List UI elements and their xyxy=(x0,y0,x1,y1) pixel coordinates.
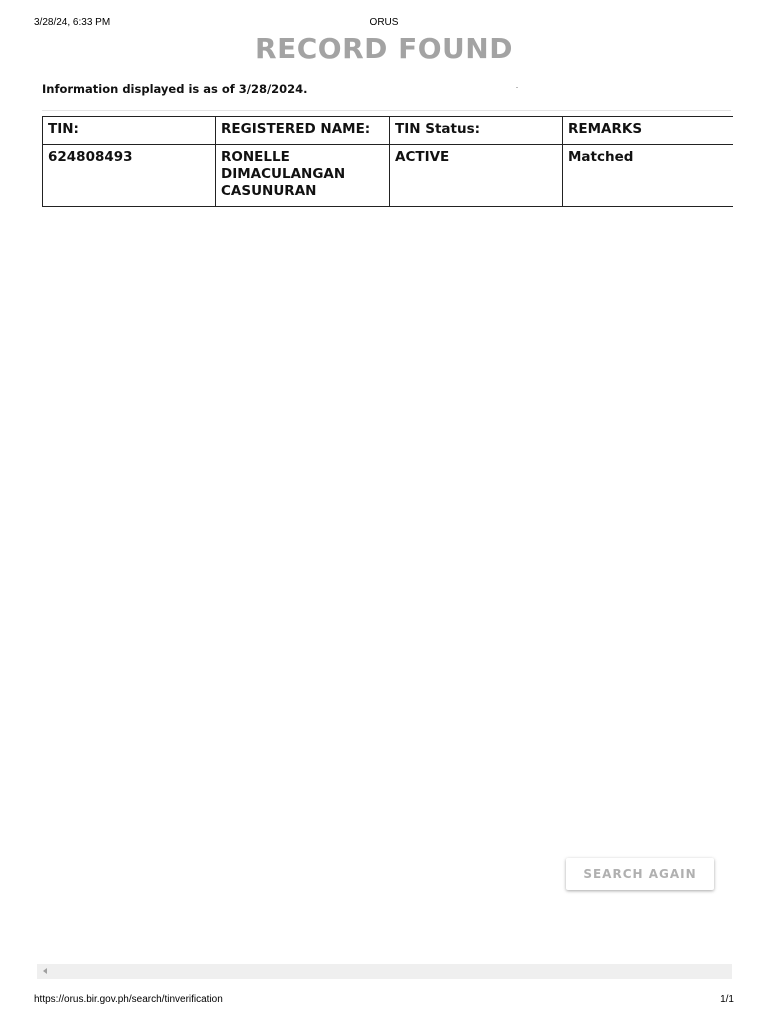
cell-registered-name: RONELLE DIMACULANGAN CASUNURAN xyxy=(216,145,390,207)
cell-tin-status: ACTIVE xyxy=(390,145,563,207)
cell-tin: 624808493 xyxy=(43,145,216,207)
info-as-of-text: Information displayed is as of 3/28/2024. xyxy=(42,82,308,96)
divider xyxy=(42,110,731,111)
column-header-tin-status: TIN Status: xyxy=(390,117,563,145)
result-table xyxy=(42,116,733,207)
print-footer-url: https://orus.bir.gov.ph/search/tinverification xyxy=(34,994,223,1005)
column-header-registered-name: REGISTERED NAME: xyxy=(216,117,390,145)
search-again-button[interactable]: SEARCH AGAIN xyxy=(566,858,714,890)
print-header-title: ORUS xyxy=(369,17,399,28)
decorative-dot xyxy=(516,87,518,88)
horizontal-scrollbar[interactable] xyxy=(37,964,732,979)
table-header-row xyxy=(43,117,733,145)
print-header-datetime: 3/28/24, 6:33 PM xyxy=(34,17,111,28)
column-header-tin: TIN: xyxy=(43,117,216,145)
page-title: RECORD FOUND xyxy=(255,32,513,65)
column-header-remarks: REMARKS xyxy=(563,117,733,145)
table-row xyxy=(43,145,733,207)
print-footer-page-number: 1/1 xyxy=(720,994,734,1005)
scroll-left-arrow-icon[interactable] xyxy=(43,968,47,974)
cell-remarks: Matched xyxy=(563,145,733,207)
